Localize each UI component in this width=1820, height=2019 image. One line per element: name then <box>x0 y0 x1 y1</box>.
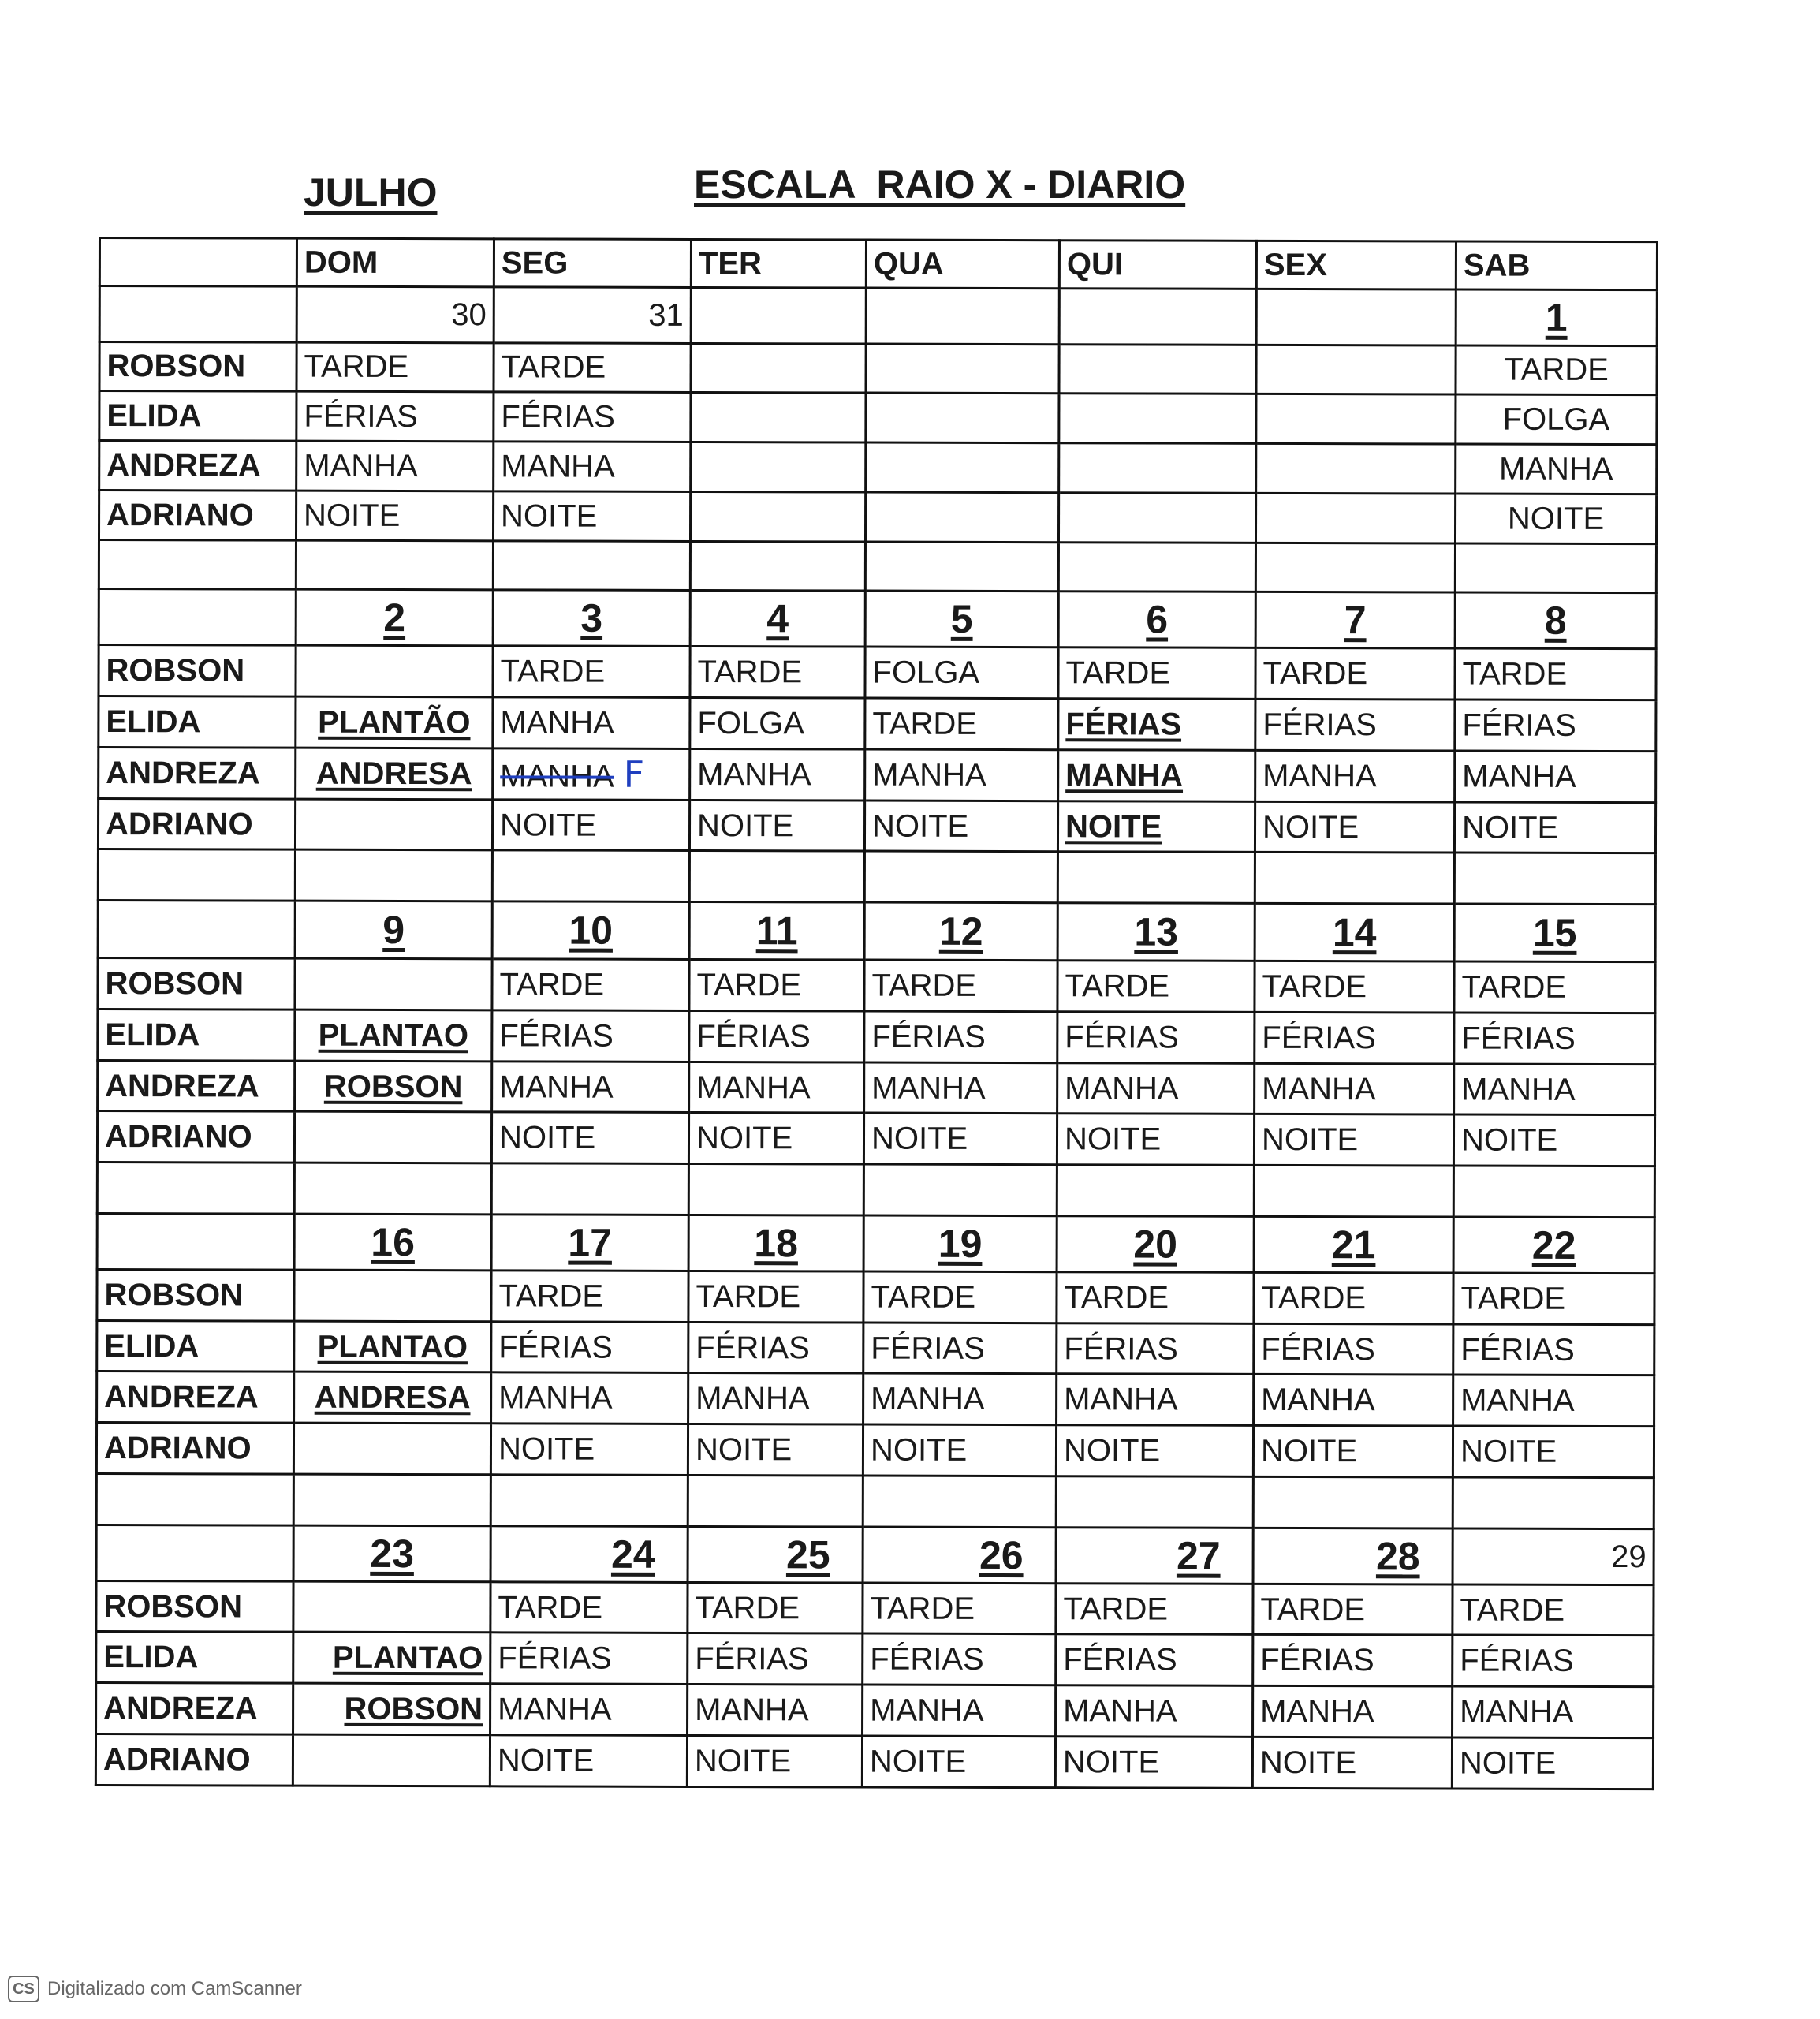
staff-name: ELIDA <box>97 1320 294 1372</box>
shift-cell <box>1059 344 1256 394</box>
staff-name: ADRIANO <box>98 798 295 849</box>
shift-cell: TARDE <box>865 698 1058 749</box>
day-header-seg: SEG <box>494 239 691 287</box>
shift-cell <box>294 1112 491 1163</box>
date-cell: 14 <box>1255 904 1454 962</box>
date-cell: 13 <box>1057 903 1255 961</box>
shift-cell: NOITE <box>491 1112 688 1163</box>
date-cell: 26 <box>863 1527 1056 1584</box>
shift-cell: TARDE <box>1453 1584 1654 1636</box>
day-header-row <box>99 238 1657 290</box>
staff-row <box>99 391 1657 445</box>
date-cell: 9 <box>295 901 492 959</box>
staff-name: ROBSON <box>97 1269 294 1320</box>
shift-cell: TARDE <box>1455 648 1656 700</box>
staff-name: ROBSON <box>96 1580 293 1632</box>
spacer-row <box>99 539 1656 593</box>
staff-row <box>98 798 1655 853</box>
shift-cell: MANHA <box>1454 1064 1655 1115</box>
shift-cell: TARDE <box>690 647 865 698</box>
shift-cell: TARDE <box>688 1271 863 1322</box>
date-cell: 3 <box>493 590 690 647</box>
shift-cell: ROBSON <box>293 1683 490 1734</box>
staff-row <box>96 1683 1654 1738</box>
date-cell: 7 <box>1255 592 1455 649</box>
day-header-sex: SEX <box>1256 241 1456 289</box>
date-cell: 4 <box>690 591 865 647</box>
date-cell <box>1256 289 1456 345</box>
shift-cell: FÉRIAS <box>1058 699 1255 750</box>
date-cell: 15 <box>1454 904 1655 962</box>
spacer-row <box>96 1473 1654 1528</box>
staff-name: ANDREZA <box>97 1372 294 1423</box>
date-cell: 11 <box>689 902 864 960</box>
shift-cell <box>691 393 866 442</box>
shift-cell: FÉRIAS <box>1254 1323 1453 1375</box>
shift-cell: NOITE <box>1252 1737 1452 1789</box>
shift-cell: NOITE <box>689 800 864 851</box>
date-row <box>97 1213 1654 1273</box>
staff-row <box>99 441 1657 494</box>
shift-cell: NOITE <box>1454 802 1655 853</box>
shift-cell <box>866 344 1059 394</box>
shift-cell: NOITE <box>864 801 1057 852</box>
staff-row <box>99 341 1657 395</box>
shift-cell: TARDE <box>1254 1272 1453 1323</box>
shift-cell: TARDE <box>492 959 689 1010</box>
shift-cell: NOITE <box>1057 801 1255 852</box>
shift-cell: NOITE <box>688 1424 863 1476</box>
page-title: ESCALA RAIO X - DIARIO <box>694 162 1186 207</box>
spacer-row <box>98 849 1655 905</box>
shift-cell: FÉRIAS <box>1253 1635 1453 1686</box>
shift-cell: FOLGA <box>1456 394 1657 444</box>
staff-row <box>97 1372 1654 1427</box>
shift-cell: FÉRIAS <box>1453 1324 1654 1375</box>
date-cell: 23 <box>293 1525 490 1582</box>
shift-cell: MANHA <box>492 1061 689 1112</box>
schedule-table <box>95 237 1658 1790</box>
shift-cell <box>1058 493 1255 543</box>
shift-cell: TARDE <box>1253 1584 1453 1635</box>
scanner-watermark <box>8 1976 302 2002</box>
shift-cell: TARDE <box>1255 961 1454 1012</box>
shift-cell: NOITE <box>863 1113 1057 1164</box>
struck-shift: MANHA <box>500 759 614 794</box>
shift-cell: MANHA <box>493 697 690 748</box>
shift-cell <box>691 442 866 492</box>
shift-cell: PLANTAO <box>295 1010 492 1061</box>
date-row <box>99 285 1657 345</box>
day-header-sab: SAB <box>1456 241 1657 289</box>
shift-cell: FÉRIAS <box>296 392 494 442</box>
shift-cell: TARDE <box>493 646 690 697</box>
corner-cell <box>99 238 296 286</box>
shift-cell: ANDRESA <box>294 1372 491 1424</box>
shift-cell: FÉRIAS <box>1057 1012 1255 1063</box>
shift-cell: FÉRIAS <box>1255 1012 1454 1063</box>
month-label: JULHO <box>304 170 438 215</box>
shift-cell: PLANTAO <box>294 1321 491 1372</box>
staff-row <box>96 1423 1654 1478</box>
date-cell: 30 <box>296 286 494 343</box>
shift-cell: NOITE <box>492 799 689 850</box>
shift-cell: MANHA <box>865 749 1058 801</box>
shift-cell: MANHA <box>1255 1063 1454 1114</box>
shift-cell: NOITE <box>490 1424 688 1475</box>
shift-cell: MANHA <box>689 1062 864 1113</box>
staff-row <box>99 747 1656 802</box>
shift-cell: TARDE <box>490 1581 688 1633</box>
date-row-label <box>99 589 296 646</box>
shift-cell <box>691 343 866 393</box>
shift-cell <box>865 492 1058 542</box>
shift-cell <box>1059 443 1256 493</box>
shift-cell: TARDE <box>491 1271 688 1322</box>
staff-name: ANDREZA <box>98 1060 295 1111</box>
shift-cell: MANHA <box>1254 1375 1453 1426</box>
shift-cell: TARDE <box>688 1582 863 1633</box>
shift-cell: TARDE <box>1058 647 1255 699</box>
shift-cell: NOITE <box>863 1424 1056 1476</box>
date-cell: 24 <box>490 1526 688 1583</box>
date-row-label <box>99 285 296 342</box>
date-cell: 28 <box>1253 1528 1453 1584</box>
shift-cell: NOITE <box>1453 1114 1654 1166</box>
shift-cell: MANHA <box>296 441 494 491</box>
shift-cell: MANHA <box>490 1684 688 1735</box>
shift-cell: FÉRIAS <box>1056 1634 1253 1685</box>
date-cell: 25 <box>688 1526 863 1582</box>
date-row-label <box>96 1525 293 1581</box>
staff-name: ELIDA <box>98 1009 295 1060</box>
shift-cell <box>296 645 493 696</box>
day-header-dom: DOM <box>296 238 494 286</box>
staff-row <box>97 1269 1654 1324</box>
shift-cell <box>293 1581 490 1633</box>
shift-cell: MANHA <box>1058 750 1255 801</box>
date-cell: 18 <box>688 1215 863 1271</box>
staff-row <box>98 1009 1655 1064</box>
shift-cell <box>866 442 1059 492</box>
shift-cell: NOITE <box>688 1113 863 1164</box>
shift-cell: FÉRIAS <box>689 1010 864 1062</box>
shift-cell: PLANTAO <box>293 1633 490 1684</box>
shift-cell <box>295 958 492 1010</box>
date-cell: 8 <box>1455 592 1656 649</box>
shift-cell: FOLGA <box>865 647 1058 698</box>
staff-row <box>98 958 1655 1013</box>
shift-cell: NOITE <box>1055 1737 1252 1789</box>
shift-cell: NOITE <box>493 491 690 541</box>
shift-cell: FÉRIAS <box>1454 1013 1655 1064</box>
shift-cell: FÉRIAS <box>491 1321 688 1372</box>
staff-name: ADRIANO <box>96 1423 293 1474</box>
shift-cell: FÉRIAS <box>688 1322 863 1373</box>
staff-name: ELIDA <box>96 1632 293 1683</box>
staff-name: ADRIANO <box>97 1111 294 1163</box>
shift-cell <box>1256 394 1456 444</box>
date-row-label <box>98 901 295 959</box>
shift-cell: MANHA <box>1056 1685 1253 1737</box>
date-cell: 31 <box>494 287 691 344</box>
spacer-row <box>97 1163 1654 1218</box>
shift-cell: NOITE <box>1056 1425 1253 1476</box>
date-cell: 12 <box>864 902 1057 961</box>
shift-cell: MANHA <box>863 1685 1056 1736</box>
shift-cell: TARDE <box>1454 961 1655 1013</box>
shift-cell: TARDE <box>863 1271 1057 1323</box>
staff-row <box>96 1632 1654 1687</box>
shift-cell <box>690 491 865 541</box>
shift-cell: TARDE <box>1255 648 1455 700</box>
date-cell: 21 <box>1254 1216 1453 1273</box>
watermark-text: Digitalizado com CamScanner <box>47 1978 302 1999</box>
date-cell: 27 <box>1056 1527 1253 1584</box>
staff-row <box>98 1060 1655 1115</box>
shift-cell: ANDRESA <box>296 748 493 799</box>
shift-cell: MANHA <box>1455 751 1656 802</box>
shift-cell: FÉRIAS <box>1057 1323 1254 1374</box>
date-row <box>96 1525 1654 1584</box>
date-cell: 2 <box>296 590 493 647</box>
shift-cell: NOITE <box>1255 801 1454 853</box>
staff-name: ROBSON <box>99 645 296 696</box>
shift-cell: MANHA <box>1453 1686 1654 1737</box>
handwritten-mark: F <box>623 752 645 796</box>
shift-cell: FÉRIAS <box>490 1633 688 1684</box>
shift-cell: MANHA <box>1456 444 1657 494</box>
date-cell <box>866 288 1059 345</box>
staff-row <box>96 1580 1654 1636</box>
staff-name: ELIDA <box>99 696 296 748</box>
shift-cell: FÉRIAS <box>492 1010 689 1062</box>
shift-cell: MANHA <box>1057 1374 1254 1425</box>
shift-cell: TARDE <box>863 1583 1056 1634</box>
shift-cell: MANHA <box>688 1373 863 1424</box>
staff-name: ROBSON <box>98 958 295 1010</box>
shift-cell <box>1256 443 1456 493</box>
day-header-qua: QUA <box>866 240 1059 288</box>
shift-cell <box>1256 345 1456 394</box>
shift-cell: FÉRIAS <box>494 392 691 442</box>
shift-cell: NOITE <box>862 1736 1055 1788</box>
staff-name: ANDREZA <box>96 1683 293 1734</box>
shift-cell: ROBSON <box>295 1061 492 1112</box>
shift-cell: FÉRIAS <box>863 1633 1056 1685</box>
date-cell: 1 <box>1456 289 1657 346</box>
staff-row <box>99 645 1656 700</box>
shift-cell: MANHA <box>688 1685 863 1736</box>
shift-cell: MANHA <box>1255 750 1455 801</box>
date-cell: 20 <box>1057 1216 1254 1273</box>
staff-row <box>99 696 1656 752</box>
staff-name: ADRIANO <box>95 1734 293 1786</box>
shift-cell <box>294 1270 491 1321</box>
staff-row <box>99 490 1656 543</box>
shift-cell: TARDE <box>689 960 864 1011</box>
date-row-label <box>97 1213 294 1270</box>
day-header-ter: TER <box>691 239 866 287</box>
shift-cell: TARDE <box>1456 345 1657 395</box>
date-cell: 16 <box>294 1214 491 1271</box>
shift-cell <box>293 1423 490 1474</box>
shift-cell: TARDE <box>1057 1272 1254 1323</box>
camscanner-icon: CS <box>8 1976 39 2002</box>
shift-cell-corrected <box>493 748 690 800</box>
shift-cell: FÉRIAS <box>863 1323 1057 1374</box>
shift-cell: FOLGA <box>690 698 865 749</box>
staff-name: ADRIANO <box>99 490 296 539</box>
date-cell: 5 <box>865 591 1058 647</box>
staff-row <box>97 1111 1654 1166</box>
staff-row <box>97 1320 1654 1375</box>
shift-cell: PLANTÃO <box>296 696 493 748</box>
shift-cell <box>293 1734 490 1786</box>
shift-cell: FÉRIAS <box>688 1633 863 1685</box>
shift-cell: MANHA <box>491 1372 688 1424</box>
shift-cell: TARDE <box>296 342 494 392</box>
date-row <box>98 901 1655 962</box>
shift-cell: NOITE <box>1455 494 1656 543</box>
date-cell: 17 <box>491 1215 688 1271</box>
shift-cell: TARDE <box>1453 1273 1654 1324</box>
shift-cell: MANHA <box>494 442 691 491</box>
shift-cell <box>1059 394 1256 443</box>
shift-cell: NOITE <box>1057 1114 1254 1165</box>
shift-cell <box>866 393 1059 442</box>
date-cell: 29 <box>1453 1528 1654 1585</box>
shift-cell: MANHA <box>1057 1062 1255 1114</box>
staff-name: ELIDA <box>99 391 296 441</box>
date-cell: 10 <box>492 901 689 960</box>
shift-cell: MANHA <box>864 1062 1057 1114</box>
shift-cell: TARDE <box>864 960 1057 1011</box>
shift-cell: FÉRIAS <box>1453 1635 1654 1686</box>
day-header-qui: QUI <box>1059 241 1256 289</box>
shift-cell: MANHA <box>1253 1686 1453 1737</box>
shift-cell: FÉRIAS <box>864 1011 1057 1062</box>
staff-name: ANDREZA <box>99 441 296 491</box>
date-cell: 22 <box>1453 1217 1654 1274</box>
staff-name: ROBSON <box>99 341 296 391</box>
date-cell <box>691 287 866 343</box>
date-row <box>99 589 1656 649</box>
shift-cell: MANHA <box>1453 1375 1654 1426</box>
shift-cell: TARDE <box>494 342 691 392</box>
shift-cell: NOITE <box>490 1735 687 1787</box>
date-cell: 19 <box>863 1215 1057 1272</box>
shift-cell: NOITE <box>296 491 493 540</box>
staff-name: ANDREZA <box>99 747 296 798</box>
shift-cell: MANHA <box>863 1373 1057 1424</box>
shift-cell: TARDE <box>1057 961 1255 1012</box>
shift-cell: FÉRIAS <box>1255 699 1455 750</box>
shift-cell: NOITE <box>1452 1737 1653 1789</box>
shift-cell: NOITE <box>1453 1426 1654 1477</box>
shift-cell: NOITE <box>1253 1426 1453 1477</box>
shift-cell <box>295 799 492 850</box>
shift-cell <box>1255 493 1455 543</box>
shift-cell: TARDE <box>1056 1583 1253 1634</box>
shift-cell: NOITE <box>1254 1114 1453 1166</box>
shift-cell: FÉRIAS <box>1455 700 1656 751</box>
shift-cell: NOITE <box>687 1735 862 1787</box>
staff-row <box>95 1734 1653 1789</box>
date-cell: 6 <box>1058 592 1255 648</box>
date-cell <box>1059 288 1256 345</box>
shift-cell: MANHA <box>690 748 865 800</box>
